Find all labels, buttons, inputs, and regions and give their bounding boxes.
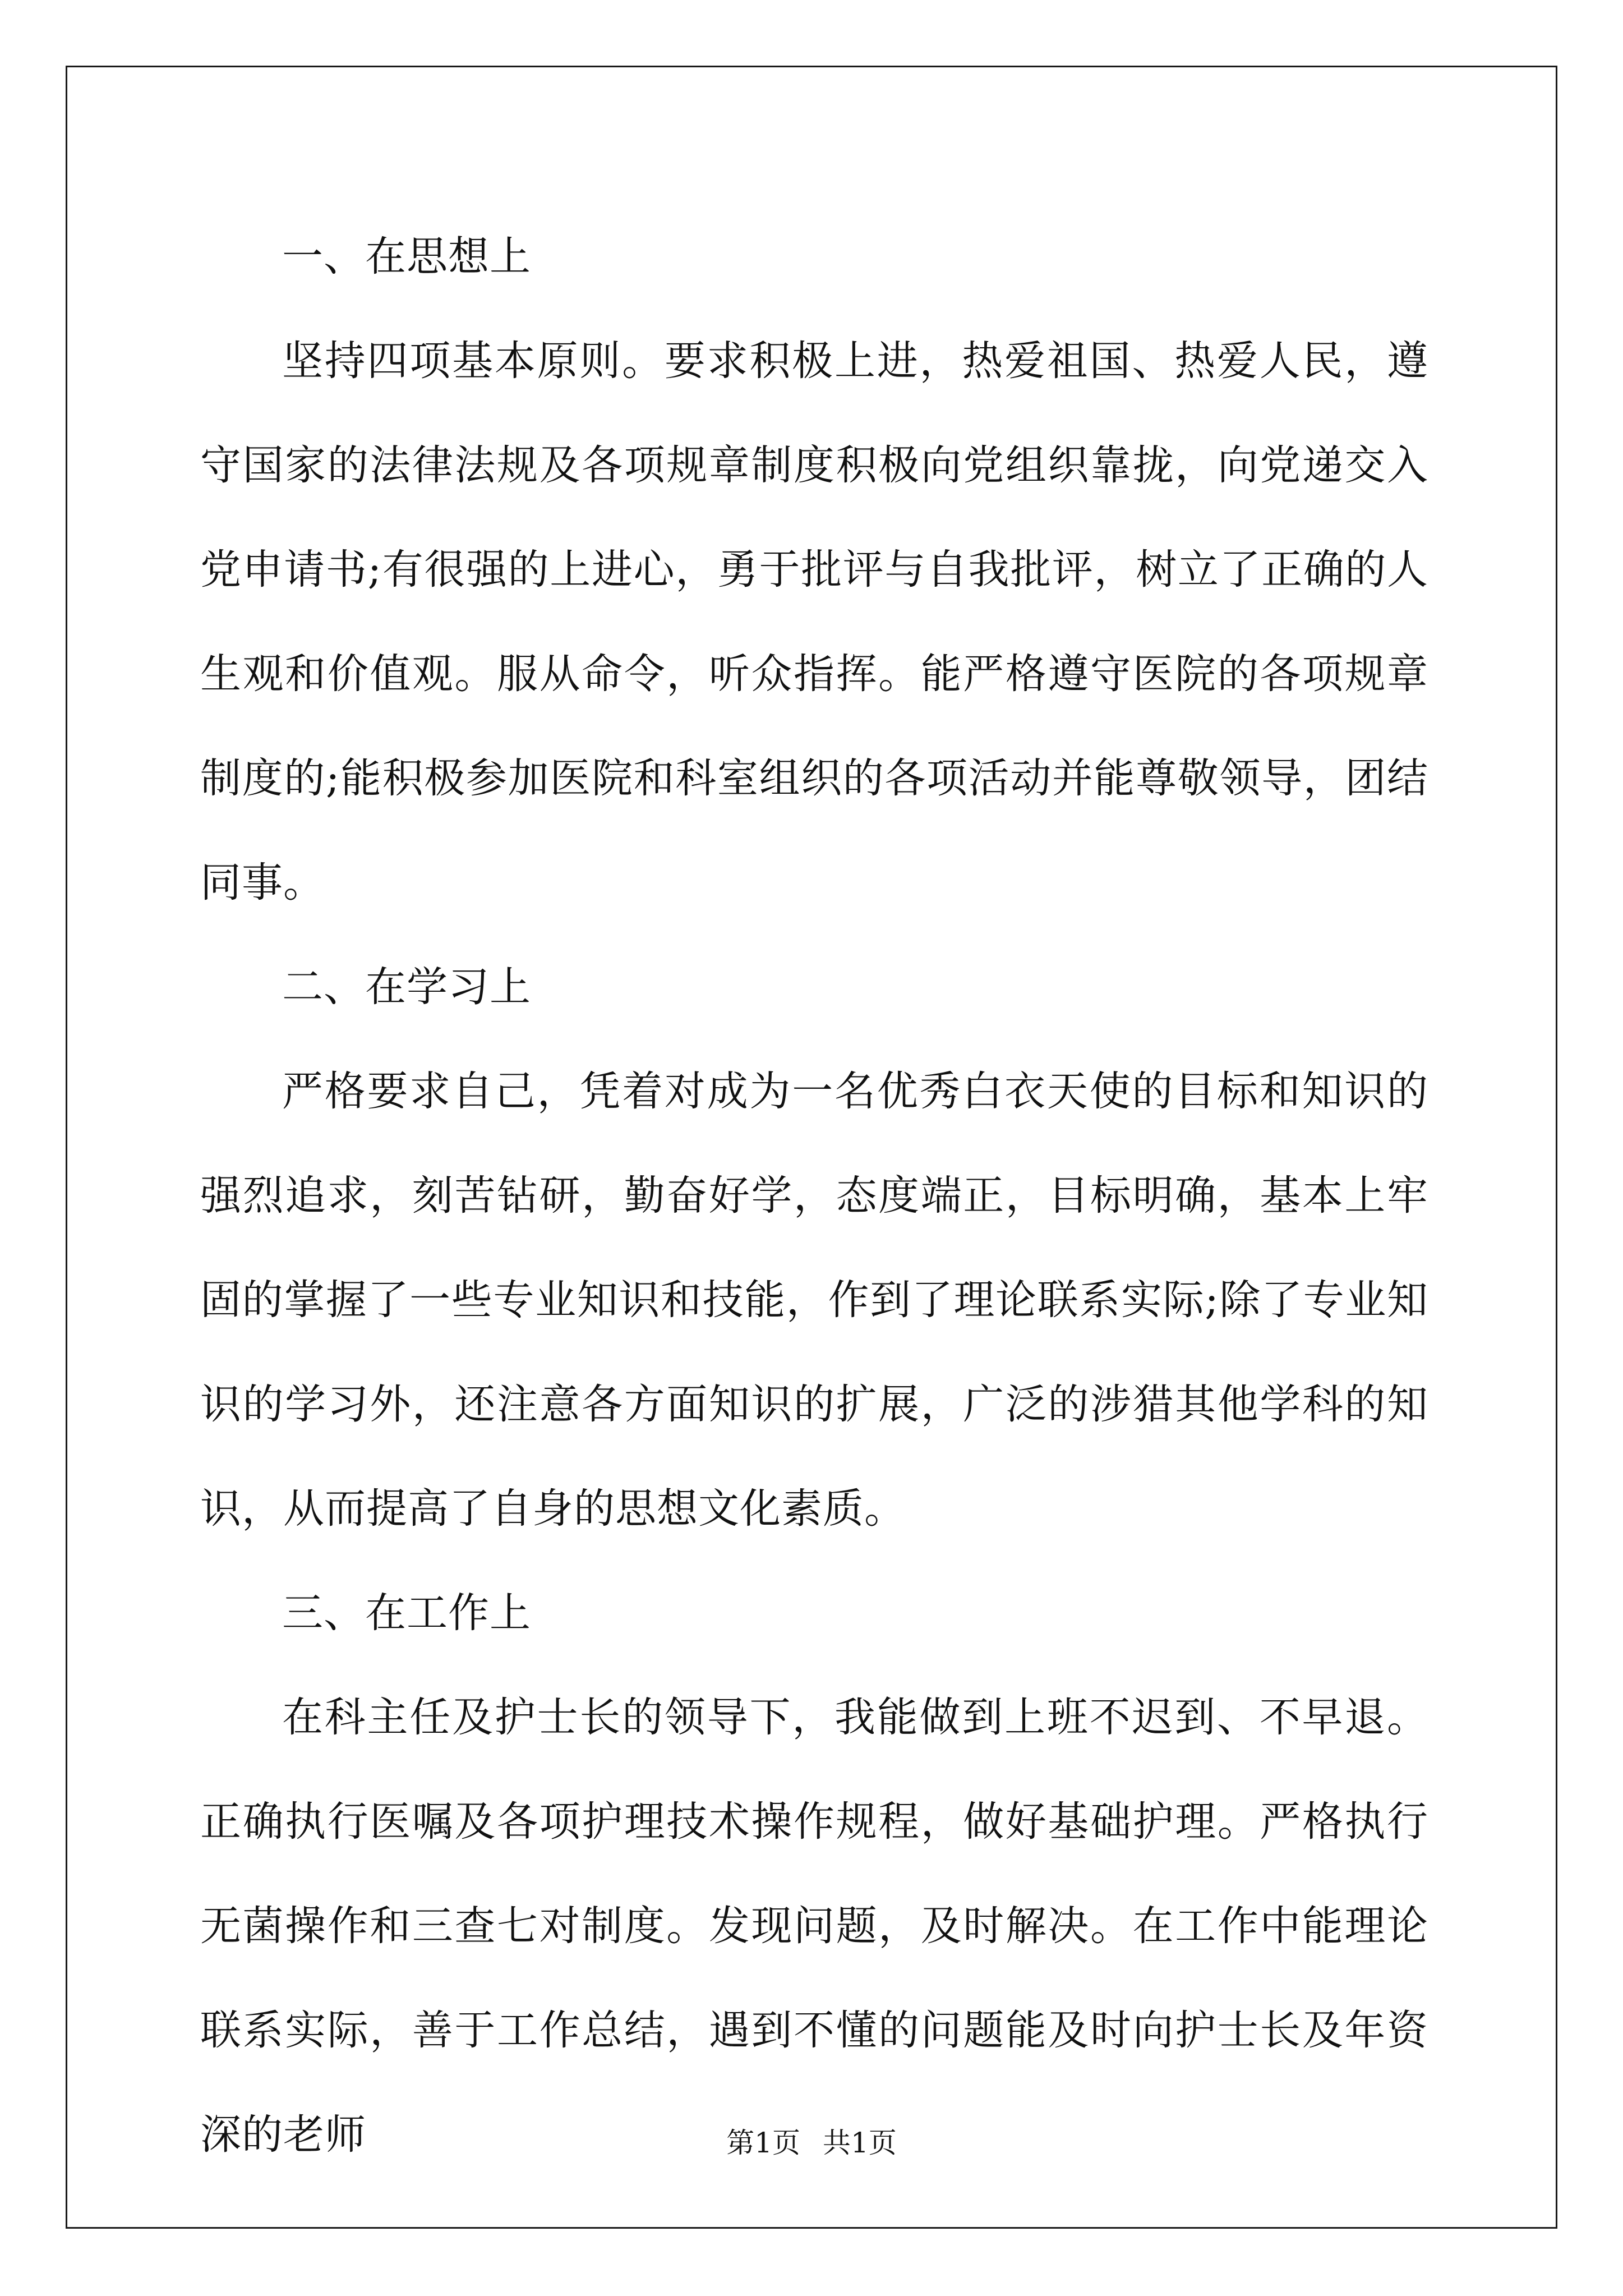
section-heading: 一、在思想上 (282, 233, 531, 280)
section-heading: 三、在工作上 (282, 1589, 531, 1637)
body-paragraph: 在科主任及护士长的领导下，我能做到上班不迟到、不早退。正确执行医嘱及各项护理技术操作规程，做好基础护理。严格执行无菌操作和三查七对制度。发现问题，及时解决。在工作中能理论联系实际，善于工作总结，遇到不懂的问题能及时向护士长及年资深的老师 (200, 1694, 1428, 2159)
section-heading: 二、在学习上 (282, 963, 531, 1011)
page-number: 第1页 (726, 2127, 800, 2159)
document-body (200, 205, 1428, 2187)
page-total: 共1页 (823, 2127, 897, 2159)
body-paragraph: 坚持四项基本原则。要求积极上进，热爱祖国、热爱人民，遵守国家的法律法规及各项规章制度积极向党组织靠拢，向党递交入党申请书;有很强的上进心，勇于批评与自我批评，树立了正确的人生观和价值观。服从命令，听众指挥。能严格遵守医院的各项规章制度的;能积极参加医院和科室组织的各项活动并能尊敬领导，团结同事。 (200, 337, 1428, 907)
page-footer (0, 2126, 1623, 2160)
body-paragraph: 严格要求自己，凭着对成为一名优秀白衣天使的目标和知识的强烈追求，刻苦钻研，勤奋好学，态度端正，目标明确，基本上牢固的掌握了一些专业知识和技能，作到了理论联系实际;除了专业知识的学习外，还注意各方面知识的扩展，广泛的涉猎其他学科的知识，从而提高了自身的思想文化素质。 (200, 1068, 1428, 1533)
